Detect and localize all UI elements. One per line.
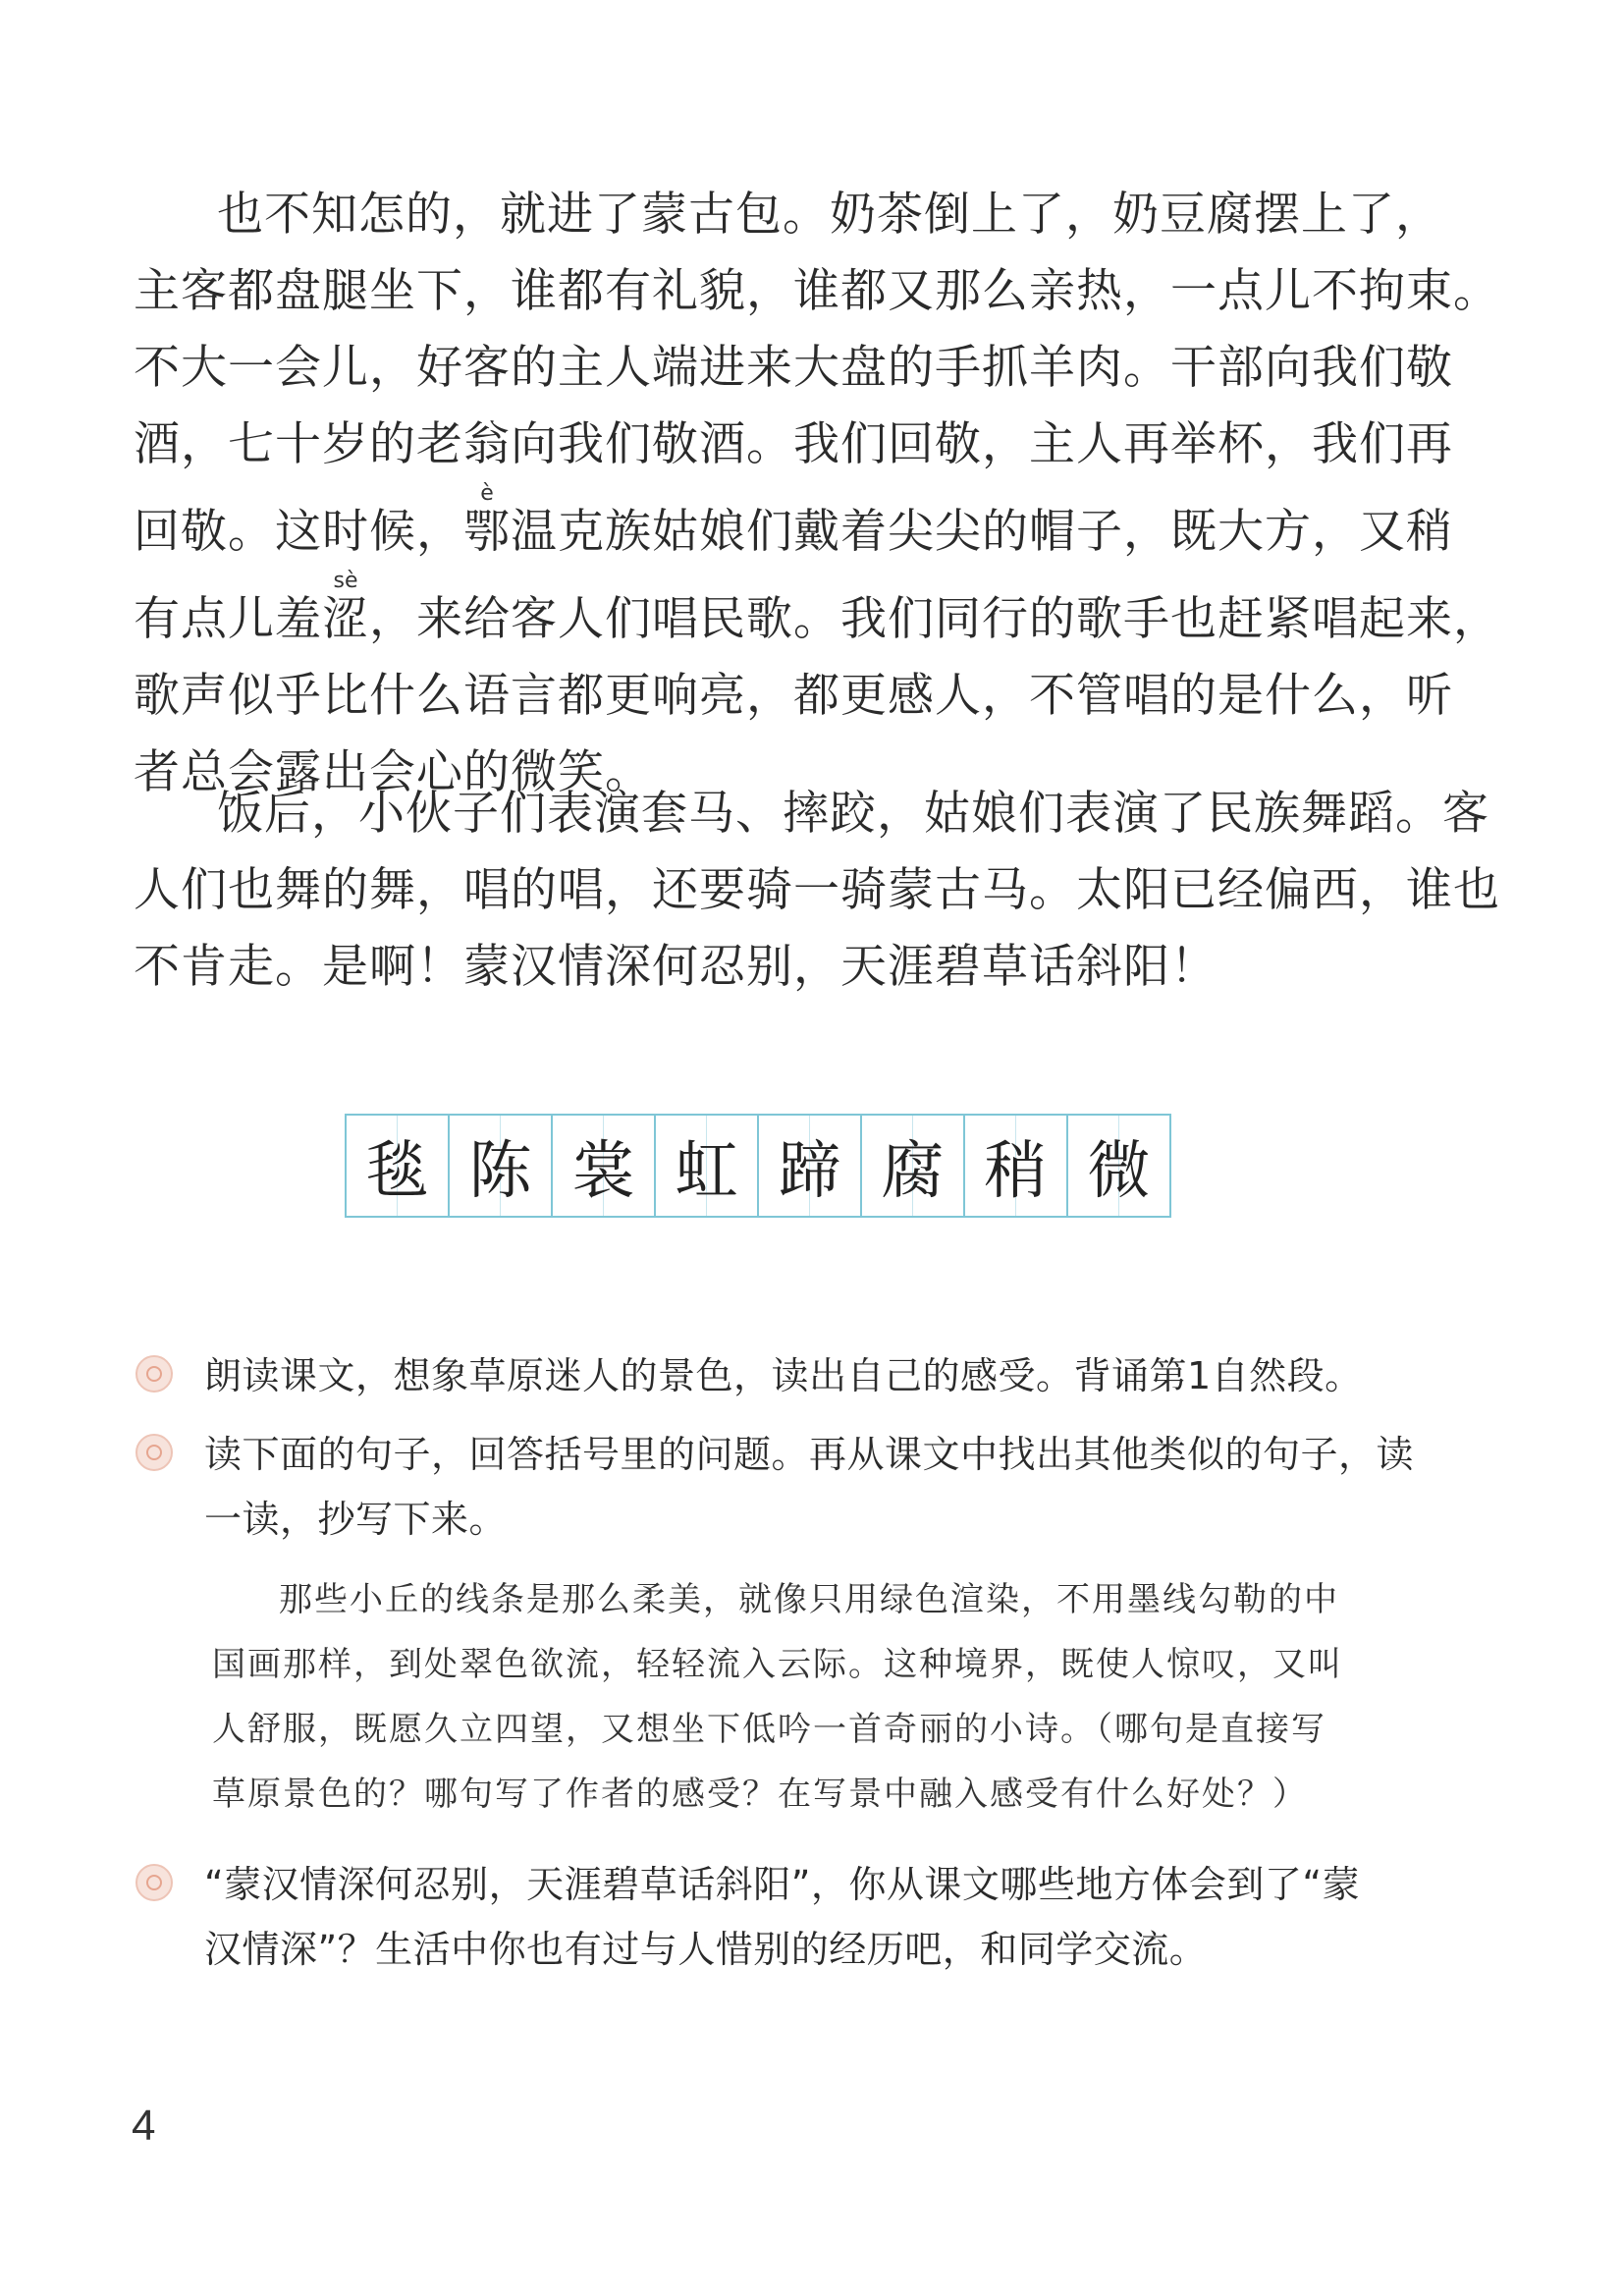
text-line: 也不知怎的，就进了蒙古包。奶茶倒上了，奶豆腐摆上了，	[217, 188, 1442, 242]
text-segment: 有点儿羞	[134, 592, 322, 646]
pinyin-annotation	[463, 481, 511, 559]
pinyin: è	[463, 481, 511, 506]
text-line: 歌声似乎比什么语言都更响亮，都更感人，不管唱的是什么，听	[134, 669, 1453, 723]
paragraph-2	[134, 776, 1500, 1006]
exercise-1	[135, 1343, 1392, 1408]
text-segment: 回敬。这时候，	[134, 505, 463, 559]
text-line: 主客都盘腿坐下，谁都有礼貌，谁都又那么亲热，一点儿不拘束。	[134, 264, 1500, 318]
text-line	[134, 481, 1453, 571]
quote-line: 草原景色的？哪句写了作者的感受？在写景中融入感受有什么好处？）	[212, 1775, 1308, 1814]
character-cell: 蹄	[759, 1116, 862, 1216]
text-line	[134, 569, 1500, 658]
exercise-marker-icon	[135, 1355, 173, 1393]
character-grid	[345, 1114, 1171, 1218]
text-line: 酒，七十岁的老翁向我们敬酒。我们回敬，主人再举杯，我们再	[134, 417, 1453, 471]
character-cell: 腐	[862, 1116, 965, 1216]
pinyin: sè	[322, 569, 369, 593]
quote-line: 国画那样，到处翠色欲流，轻轻流入云际。这种境界，既使人惊叹，又叫	[212, 1645, 1343, 1684]
character-cell: 虹	[656, 1116, 759, 1216]
exercise-3	[135, 1852, 1392, 1982]
character-cell: 毯	[347, 1116, 450, 1216]
exercise-marker-icon	[135, 1864, 173, 1901]
quote-line: 那些小丘的线条是那么柔美，就像只用绿色渲染，不用墨线勾勒的中	[279, 1580, 1339, 1619]
character-cell: 微	[1068, 1116, 1169, 1216]
pinyin-annotation	[322, 569, 369, 646]
exercise-marker-icon	[135, 1434, 173, 1471]
text-line: 者总会露出会心的微笑。	[134, 745, 652, 799]
character-cell: 裳	[553, 1116, 656, 1216]
character-cell: 稍	[965, 1116, 1068, 1216]
ruby-base: 涩	[322, 592, 369, 646]
exercise-text: 汉情深”？生活中你也有过与人惜别的经历吧，和同学交流。	[204, 1928, 1208, 1971]
text-line: 饭后，小伙子们表演套马、摔跤，姑娘们表演了民族舞蹈。客	[217, 787, 1489, 841]
ruby-base: 鄂	[463, 505, 511, 559]
exercise-text: 读下面的句子，回答括号里的问题。再从课文中找出其他类似的句子，读	[204, 1433, 1415, 1476]
page-number: 4	[132, 2102, 156, 2150]
text-segment: 温克族姑娘们戴着尖尖的帽子，既大方，又稍	[511, 505, 1453, 559]
text-segment: ，来给客人们唱民歌。我们同行的歌手也赶紧唱起来，	[369, 592, 1500, 646]
quote-line: 人舒服，既愿久立四望，又想坐下低吟一首奇丽的小诗。（哪句是直接写	[212, 1710, 1326, 1749]
exercise-text: 朗读课文，想象草原迷人的景色，读出自己的感受。背诵第1自然段。	[204, 1354, 1363, 1397]
text-line: 不肯走。是啊！蒙汉情深何忍别，天涯碧草话斜阳！	[134, 940, 1217, 994]
text-line: 人们也舞的舞，唱的唱，还要骑一骑蒙古马。太阳已经偏西，谁也	[134, 863, 1500, 917]
exercise-text: “蒙汉情深何忍别，天涯碧草话斜阳”，你从课文哪些地方体会到了“蒙	[204, 1863, 1361, 1906]
character-cell: 陈	[450, 1116, 553, 1216]
exercise-2	[135, 1422, 1415, 1552]
paragraph-1	[134, 177, 1500, 811]
quoted-passage	[212, 1567, 1390, 1827]
text-line: 不大一会儿，好客的主人端进来大盘的手抓羊肉。干部向我们敬	[134, 341, 1453, 395]
exercise-text: 一读，抄写下来。	[204, 1498, 508, 1541]
